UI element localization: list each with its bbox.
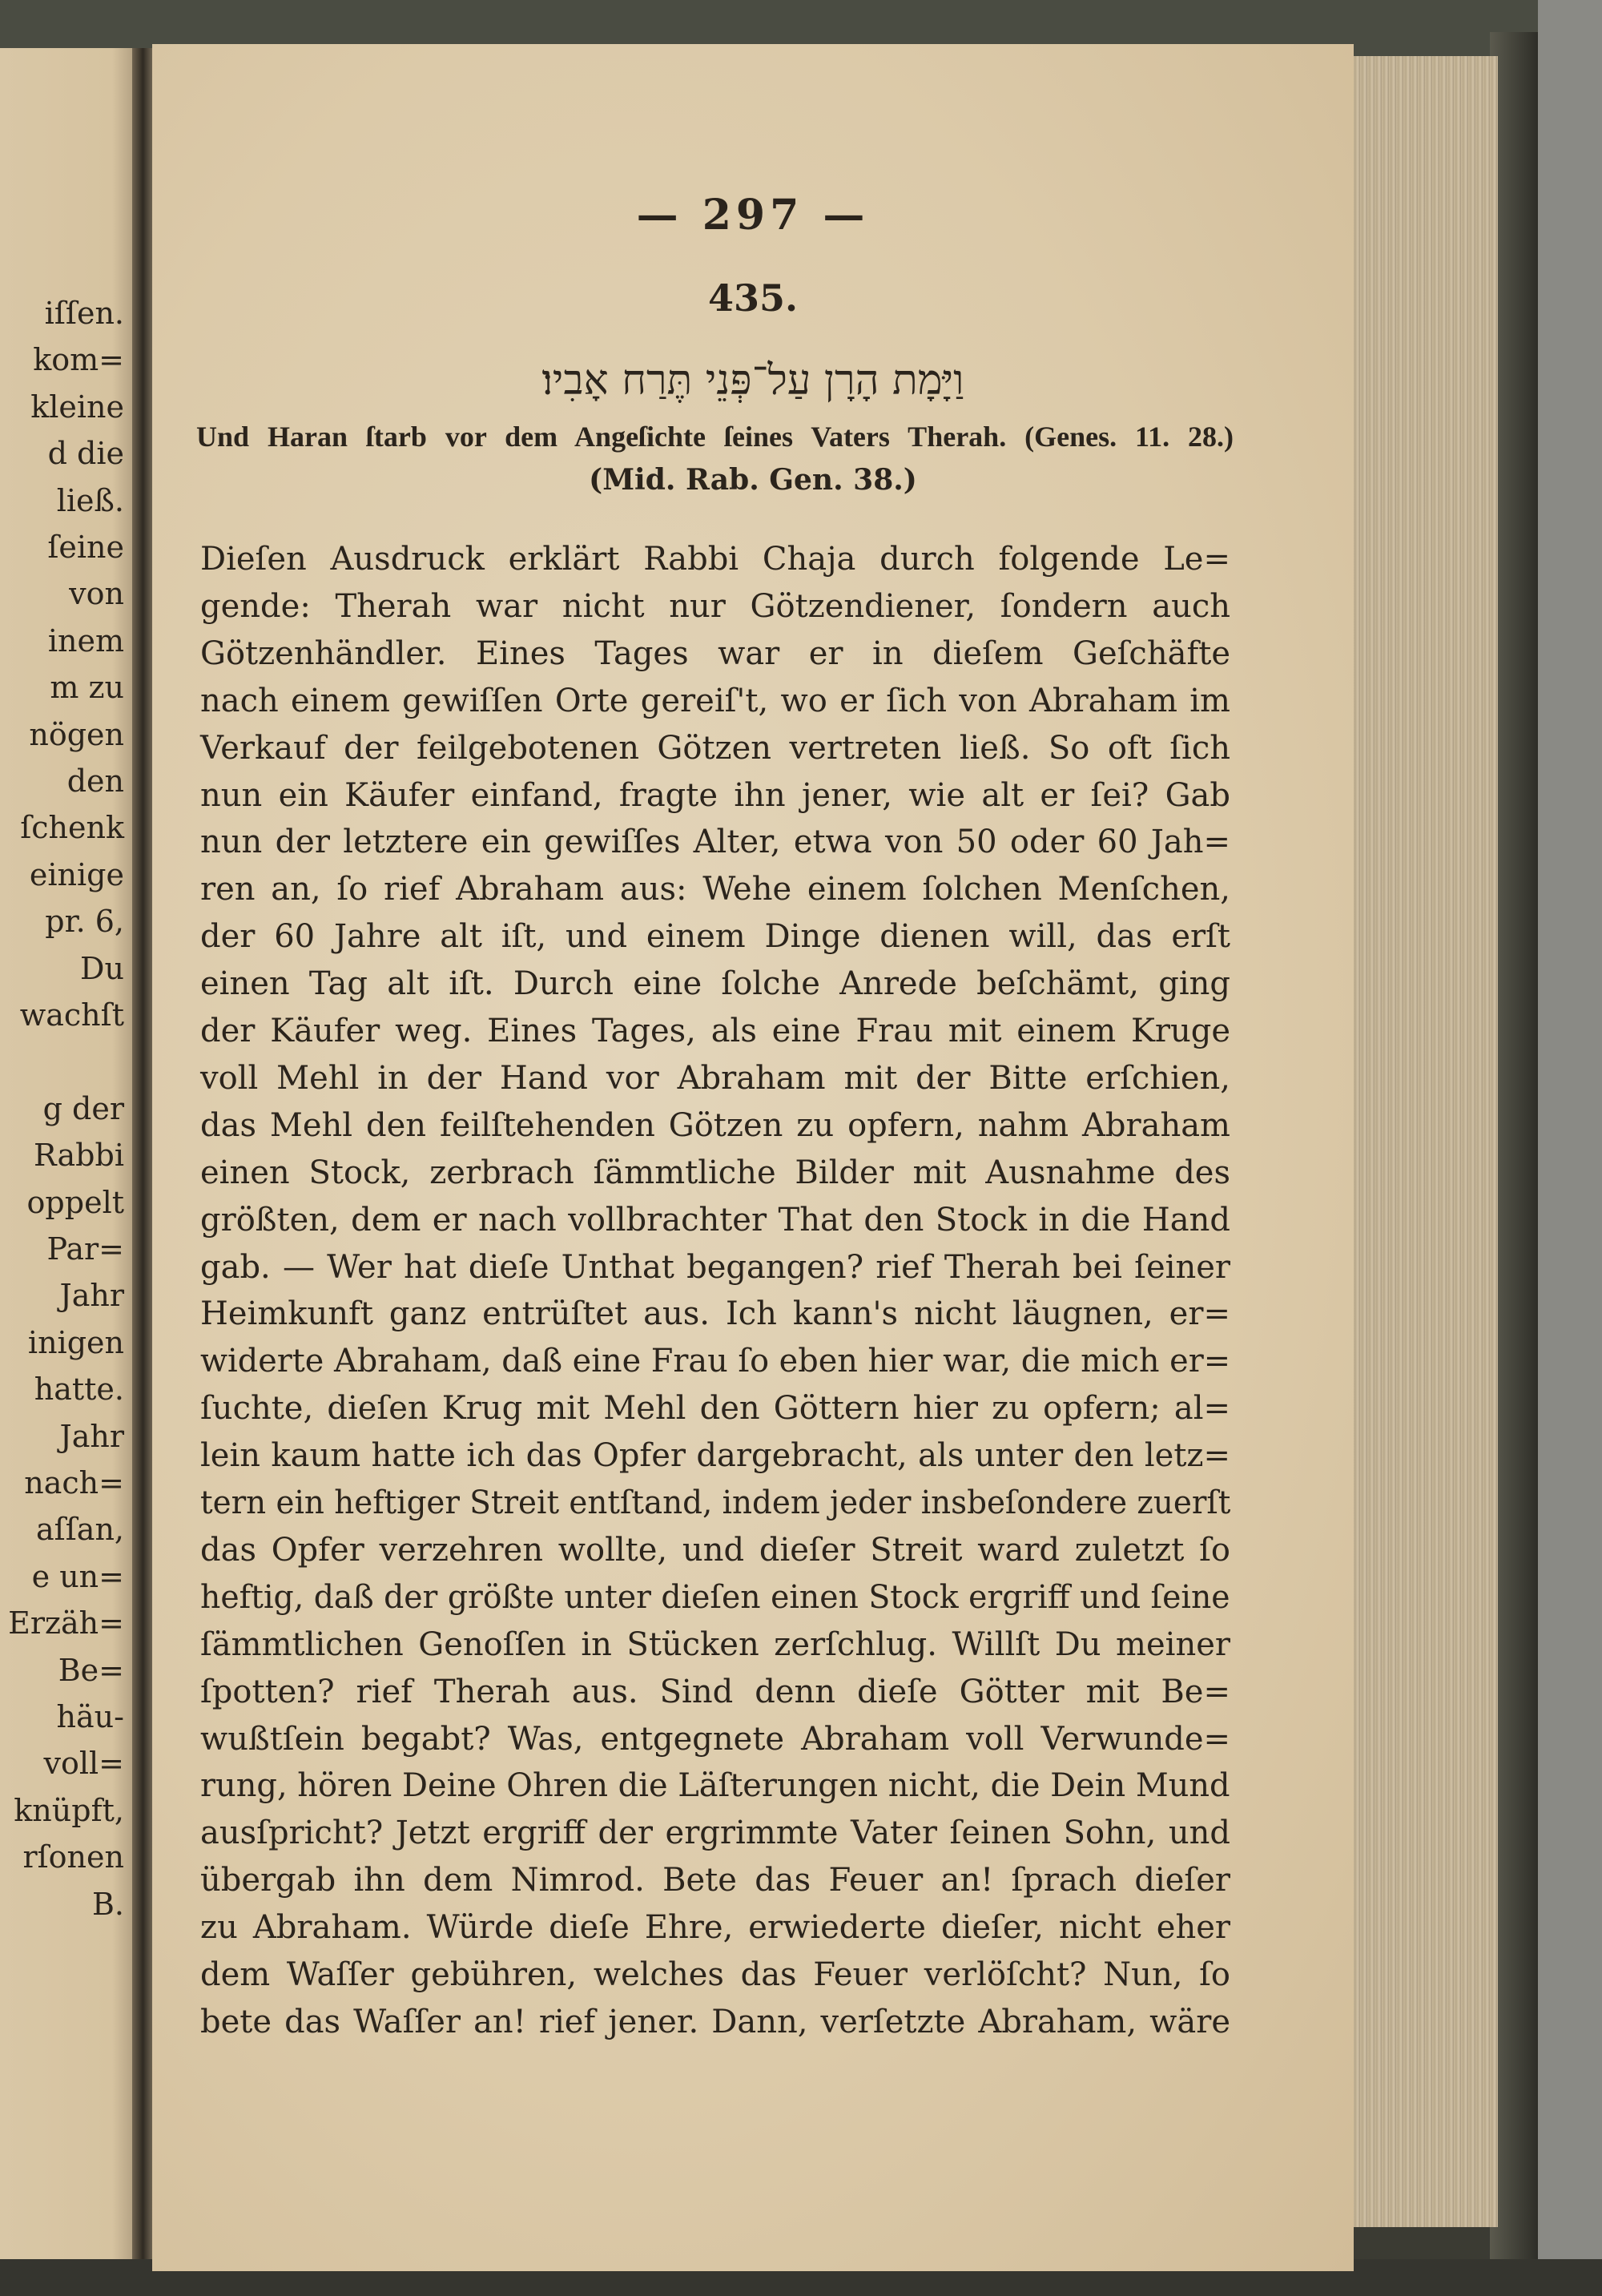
body-line: übergab ihn dem Nimrod. Bete das Feuer an! ſprach dieſer [200,1862,1230,1899]
body-line: das Opfer verzehren wollte, und dieſer Streit ward zuletzt ſo [200,1531,1230,1569]
left-page-line: einige [29,856,124,892]
left-page-line: Par= [46,1231,124,1267]
body-line: tern ein heftiger Streit entſtand, indem jeder insbeſondere zuerſt [200,1484,1231,1521]
left-page-line: kleine [30,389,124,425]
body-line: nun der letztere ein gewiſſes Alter, etwa von 50 oder 60 Jah= [200,824,1230,861]
body-line: nach einem gewiſſen Orte gereiſ't, wo er ſich von Abraham im [200,682,1230,719]
body-line: Verkauf der feilgebotenen Götzen vertreten ließ. So oft ſich [200,729,1230,767]
body-line: voll Mehl in der Hand vor Abraham mit der Bitte erſchien, [200,1059,1230,1097]
left-page-line: kom= [33,342,124,378]
hebrew-verse: וַיָּמָת הָרָן עַל־פְּנֵי תֶּרַח אָבִיו׃ [541,356,964,405]
left-page-line: voll= [43,1746,124,1782]
left-page-line: häu- [56,1699,124,1734]
body-line: ſuchte, dieſen Krug mit Mehl den Göttern hier zu opfern; al= [200,1390,1230,1428]
body-line: heftig, daß der größte unter dieſen einen Stock ergriff und ſeine [200,1578,1230,1616]
body-line: Götzenhändler. Eines Tages war er in dieſem Geſchäfte [200,634,1230,672]
page-edges [1346,56,1498,2227]
left-page-line: Jahr [59,1418,124,1454]
left-page-line: ſeine [47,530,124,565]
body-line: wußtſein begabt? Was, entgegnete Abraham voll Verwunde= [200,1720,1230,1758]
left-page-line: B. [91,1886,124,1922]
body-line: rung, hören Deine Ohren die Läſterungen nicht, die Dein Mund [200,1767,1230,1805]
body-line: ausſpricht? Jetzt ergriff der ergrimmte Vater ſeinen Sohn, und [200,1815,1230,1852]
left-page-line: aſſan, [36,1512,124,1548]
body-line: widerte Abraham, daß eine Frau ſo eben hier war, die mich er= [200,1343,1231,1380]
body-line: das Mehl den feilſtehenden Götzen zu opfern, nahm Abraham [200,1106,1230,1144]
left-page-line: m zu [50,670,124,706]
left-page-line: ließ. [56,482,124,518]
left-page-line: d die [47,436,124,472]
page-number: — 297 — [636,191,870,240]
body-line: nun ein Käufer einfand, fragte ihn jener, wie alt er ſei? Gab [200,776,1230,814]
left-page-line: nach= [24,1465,124,1500]
left-page-line: g der [42,1090,124,1126]
body-line: Heimkunft ganz entrüſtet aus. Ich kann's nicht läugnen, er= [200,1295,1230,1333]
left-page-line: Jahr [59,1278,124,1314]
body-line: Dieſen Ausdruck erklärt Rabbi Chaja durch folgende Le= [200,541,1230,578]
left-page-line: knüpft, [14,1792,124,1828]
left-page-line: oppelt [26,1184,124,1220]
left-page-line: inigen [27,1324,124,1360]
left-page-line: ſchenk [20,810,124,846]
body-line: größten, dem er nach vollbrachter That den Stock in die Hand [200,1201,1230,1239]
body-line: ren an, ſo rief Abraham aus: Wehe einem ſolchen Menſchen, [200,871,1230,908]
left-page-line: Erzäh= [8,1605,124,1641]
left-page-line: den [66,763,124,799]
body-line: gende: Therah war nicht nur Götzendiener, ſondern auch [200,587,1230,625]
body-line: einen Tag alt iſt. Durch eine ſolche Anrede beſchämt, ging [200,965,1230,1003]
verse-translation: Und Haran ſtarb vor dem Angeſichte ſeines Vaters Therah. (Genes. 11. 28.) [196,421,1234,453]
left-page-line: rſonen [22,1839,124,1875]
body-line: dem Waſſer gebühren, welches das Feuer verlöſcht? Nun, ſo [200,1956,1230,1993]
body-line: lein kaum hatte ich das Opfer dargebracht, als unter den letz= [200,1437,1230,1475]
body-line: zu Abraham. Würde dieſe Ehre, erwiederte dieſer, nicht eher [200,1909,1230,1947]
left-page-line: iſſen. [44,296,124,331]
background-right [1538,0,1602,2296]
left-page-line: Du [80,950,124,986]
section-number: 435. [707,276,799,320]
left-page-line: e un= [31,1558,124,1594]
body-line: einen Stock, zerbrach ſämmtliche Bilder mit Ausnahme des [200,1154,1230,1191]
left-page-text [0,0,140,2296]
left-page-line: von [69,576,124,612]
left-page-line: nögen [29,716,124,752]
left-page-line: inem [47,622,124,659]
left-page-line: wachſt [19,997,124,1033]
left-page-line: hatte. [34,1372,124,1408]
body-line: der Käufer weg. Eines Tages, als eine Frau mit einem Kruge [200,1013,1230,1049]
body-line: ſpotten? rief Therah aus. Sind denn dieſe Götter mit Be= [200,1673,1230,1710]
body-line: bete das Waſſer an! rief jener. Dann, verſetzte Abraham, wäre [200,2003,1230,2040]
left-page-line: pr. 6, [45,904,124,940]
left-page-line: Be= [58,1652,124,1688]
left-page-line: Rabbi [34,1138,124,1174]
body-line: ſämmtlichen Genoſſen in Stücken zerſchlug. Willſt Du meiner [200,1625,1230,1663]
body-line: der 60 Jahre alt iſt, und einem Dinge dienen will, das erſt [200,918,1230,956]
source-citation: (Mid. Rab. Gen. 38.) [589,463,917,497]
body-line: gab. — Wer hat dieſe Unthat begangen? rief Therah bei ſeiner [200,1248,1230,1286]
